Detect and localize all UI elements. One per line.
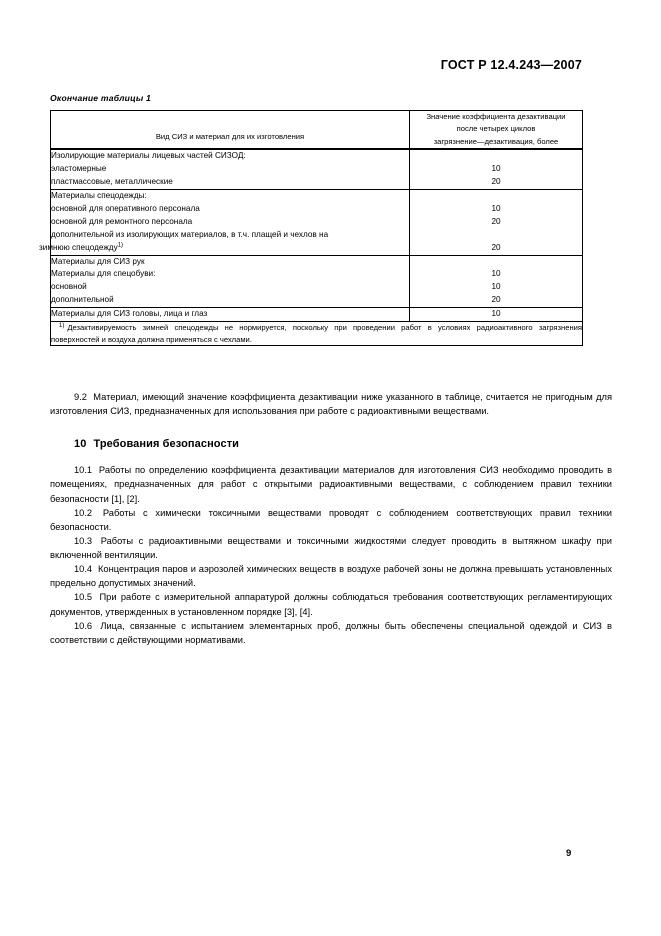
row-3-description [51,255,410,308]
deactivation-coefficient-table [39,110,583,346]
running-header: ГОСТ Р 12.4.243—2007 [440,58,582,72]
footnote-marker: 1) [59,322,65,329]
column-header-coefficient [410,111,583,149]
row-2-description [39,189,410,255]
row-4-values [410,308,583,322]
row-1-values [410,149,583,189]
paragraph-10-1-number: 10.1 [74,465,93,476]
table-row [51,149,583,189]
row-1-value-3: 20 [491,176,501,186]
paragraph-10-6-text: Лица, связанные с испытанием элементарных проб, должны быть обеспечены специальной одеждой и СИЗ в соответствии с действующими нормативами. [50,620,612,645]
row-4-value-1: 10 [491,309,501,319]
paragraph-10-5-number: 10.5 [74,592,93,603]
row-2-value-3: 20 [491,216,501,226]
row-2-value-5: 20 [491,242,501,252]
row-3-line-1: Материалы для СИЗ рук [51,256,145,266]
footnote-marker-ref: 1) [117,241,124,248]
row-1-description [51,149,410,189]
paragraph-9-2-number: 9.2 [74,392,87,402]
row-2-line-2: основной для оперативного персонала [51,203,200,213]
section-10-title: Требования безопасности [93,438,240,451]
row-1-value-2: 10 [491,163,501,173]
paragraph-10-2 [50,506,612,534]
row-3-value-2: 10 [491,269,501,279]
row-3-line-4: дополнительной [51,295,114,305]
section-heading-10 [50,438,612,450]
paragraph-9-2-text: Материал, имеющий значение коэффициента дезактивации ниже указанного в таблице, считается не пригодным для изготовления СИЗ, предназначенных для использования при работе с радиоактивными веществами. [50,392,612,417]
table-footnote-row [51,322,583,346]
row-3-value-3: 10 [491,282,501,292]
column-header-line-2: после четырех циклов [456,124,536,134]
row-2-line-5-text: зимнюю спецодежду [39,242,118,252]
row-2-values [410,189,583,255]
paragraph-10-4 [50,562,612,590]
column-header-line-1: Значение коэффициента дезактивации [426,112,566,121]
paragraph-10-3-number: 10.3 [74,535,93,546]
row-3-line-3: основной [51,282,87,292]
column-header-line-3: загрязнение—дезактивация, более [433,136,559,146]
row-1-line-1: Изолирующие материалы лицевых частей СИЗОД: [51,150,246,160]
table-row [51,308,583,322]
table-row [51,189,583,255]
row-3-value-4: 20 [491,295,501,305]
row-2-line-4: дополнительной из изолирующих материалов, в т.ч. плащей и чехлов на [51,229,329,239]
section-10-number: 10 [74,438,87,451]
row-4-description [51,308,410,322]
paragraph-10-6 [50,619,612,647]
body-content [50,390,612,647]
paragraph-10-4-number: 10.4 [74,564,93,575]
row-4-line-1: Материалы для СИЗ головы, лица и глаз [51,309,208,319]
paragraph-10-3-text: Работы с радиоактивными веществами и токсичными жидкостями следует проводить в вытяжном шкафу при включенной вентиляции. [50,535,612,560]
paragraph-10-1-text: Работы по определению коэффициента дезактивации материалов для изготовления СИЗ необходимо проводить в помещениях, предназначенных для работ с открытыми радиоактивными веществами, с соблюдением правил техники безопасности [1], [2]. [50,465,613,504]
row-1-line-2: эластомерные [51,163,107,173]
table-caption: Окончание таблицы 1 [50,93,151,103]
paragraph-10-5-text: При работе с измерительной аппаратурой должны соблюдаться требования соответствующих регламентирующих документов, утвержденных в установленном порядке [3], [4]. [50,592,612,617]
row-2-value-2: 10 [491,203,501,213]
page-number: 9 [566,848,572,859]
paragraph-10-5 [50,590,612,618]
row-1-line-3: пластмассовые, металлические [51,176,173,186]
row-3-line-2: Материалы для спецобуви: [51,269,156,279]
row-3-values [410,255,583,308]
paragraph-10-6-number: 10.6 [74,620,93,631]
paragraph-10-1 [50,463,612,505]
paragraph-10-3 [50,534,612,562]
table-header-row [51,111,583,149]
row-2-line-1: Материалы спецодежды: [51,190,147,200]
row-2-line-3: основной для ремонтного персонала [51,216,193,226]
paragraph-10-4-text: Концентрация паров и аэрозолей химических веществ в воздухе рабочей зоны не должна превышать установленных предельно допустимых значений. [50,564,612,589]
paragraph-10-2-text: Работы с химически токсичными веществами проводят с соблюдением соответствующих правил техники безопасности. [50,507,612,532]
paragraph-9-2 [50,390,612,418]
paragraph-10-2-number: 10.2 [74,507,93,518]
table-footnote [51,322,583,346]
table-1-container [39,110,582,346]
row-2-line-5 [39,242,409,255]
footnote-text: Дезактивируемость зимней спецодежды не нормируется, поскольку при проведении работ в условиях радиоактивного загрязнения поверхностей и воздуха должна применяться с чехлами. [51,323,582,344]
table-row [51,255,583,308]
column-header-ppe-type: Вид СИЗ и материал для их изготовления [51,111,410,149]
